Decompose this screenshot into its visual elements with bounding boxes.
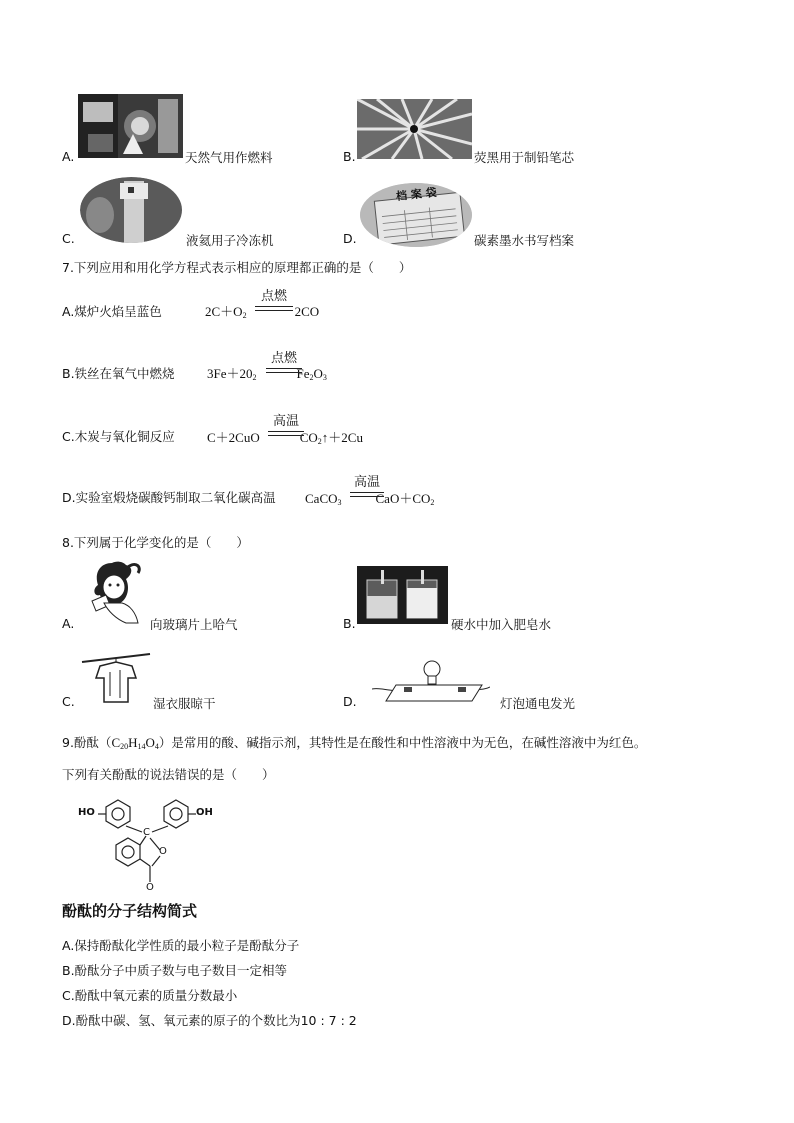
option-label: A. bbox=[62, 616, 75, 631]
option-text: 液氦用子冷冻机 bbox=[186, 233, 274, 248]
structure-label: HO bbox=[78, 807, 95, 818]
option-text: 荧黑用于制铅笔芯 bbox=[474, 150, 575, 165]
reaction-condition: 点燃 bbox=[255, 285, 293, 304]
structure-label: C bbox=[143, 827, 150, 838]
option-label: D. bbox=[343, 231, 357, 246]
option-label: C. bbox=[62, 694, 75, 709]
q9-option-b: B.酚酞分子中质子数与电子数目一定相等 bbox=[62, 963, 288, 978]
q9-option-a: A.保持酚酞化学性质的最小粒子是酚酞分子 bbox=[62, 938, 300, 953]
option-label: D. bbox=[343, 694, 357, 709]
option-text: 天然气用作燃料 bbox=[185, 150, 273, 165]
q7-option-a-equation: $2C+O_2$ 2CO bbox=[205, 304, 320, 320]
reaction-condition: 高温 bbox=[268, 410, 304, 429]
q7-option-a-label: A.煤炉火焰呈蓝色 bbox=[62, 304, 162, 319]
q7-option-d-equation: CaCO$_3$ $CaO+CO_2$ bbox=[305, 491, 435, 507]
option-label: B. bbox=[343, 149, 356, 164]
bulb-circuit bbox=[372, 659, 490, 707]
question-9-stem-line2: 下列有关酚酞的说法错误的是（ ） bbox=[62, 767, 275, 782]
q7-option-b-equation: $3Fe+20_2$ $Fe_2O_3$ bbox=[207, 366, 327, 382]
q7-option-c-equation: C＋2CuO $CO_2↑+2Cu$ bbox=[207, 430, 363, 446]
option-text: 灯泡通电发光 bbox=[500, 696, 576, 711]
question-8-stem: 8.下列属于化学变化的是（ ） bbox=[62, 535, 249, 550]
q7-option-d-label: D.实验室煅烧碳酸钙制取二氧化碳高温 bbox=[62, 490, 276, 505]
freezer-photo bbox=[80, 177, 183, 243]
option-label: C. bbox=[62, 231, 75, 246]
structure-label: OH bbox=[196, 807, 213, 818]
q7-option-c-label: C.木炭与氧化铜反应 bbox=[62, 429, 175, 444]
structure-label: O bbox=[146, 882, 154, 893]
option-text: 硬水中加入肥皂水 bbox=[451, 617, 552, 632]
girl-breathing-on-glass bbox=[82, 559, 148, 625]
q7-option-b-label: B.铁丝在氧气中燃烧 bbox=[62, 366, 175, 381]
archive-bag-photo bbox=[360, 183, 472, 247]
option-label: B. bbox=[343, 616, 356, 631]
option-label: A. bbox=[62, 149, 75, 164]
gas-flame-photo bbox=[78, 94, 183, 158]
q9-option-d: D.酚酞中碳、氢、氧元素的原子的个数比为10 : 7 : 2 bbox=[62, 1013, 357, 1028]
phenolphthalein-structure bbox=[76, 794, 236, 896]
graphite-photo bbox=[357, 99, 472, 159]
reaction-condition: 点燃 bbox=[266, 347, 302, 366]
option-text: 碳素墨水书写档案 bbox=[474, 233, 575, 248]
option-text: 湿衣服晾干 bbox=[153, 696, 216, 711]
archive-bag-label: 档 案 袋 bbox=[395, 185, 438, 204]
beakers-photo bbox=[357, 566, 448, 624]
reaction-condition: 高温 bbox=[350, 471, 384, 490]
structure-caption: 酚酞的分子结构简式 bbox=[62, 902, 198, 920]
clothes-drying bbox=[80, 648, 152, 706]
question-9-stem: 9.酚酞$(C_{20}H_{14}O_4)$是常用的酸、碱指示剂，其特性是在酸性和中性溶液中为无色，在碱性溶液中为红色。 bbox=[62, 735, 647, 751]
question-7-stem: 7.下列应用和用化学方程式表示相应的原理都正确的是（ ） bbox=[62, 260, 412, 275]
option-text: 向玻璃片上哈气 bbox=[150, 617, 238, 632]
q9-option-c: C.酚酞中氧元素的质量分数最小 bbox=[62, 988, 238, 1003]
structure-label: O bbox=[159, 846, 167, 857]
